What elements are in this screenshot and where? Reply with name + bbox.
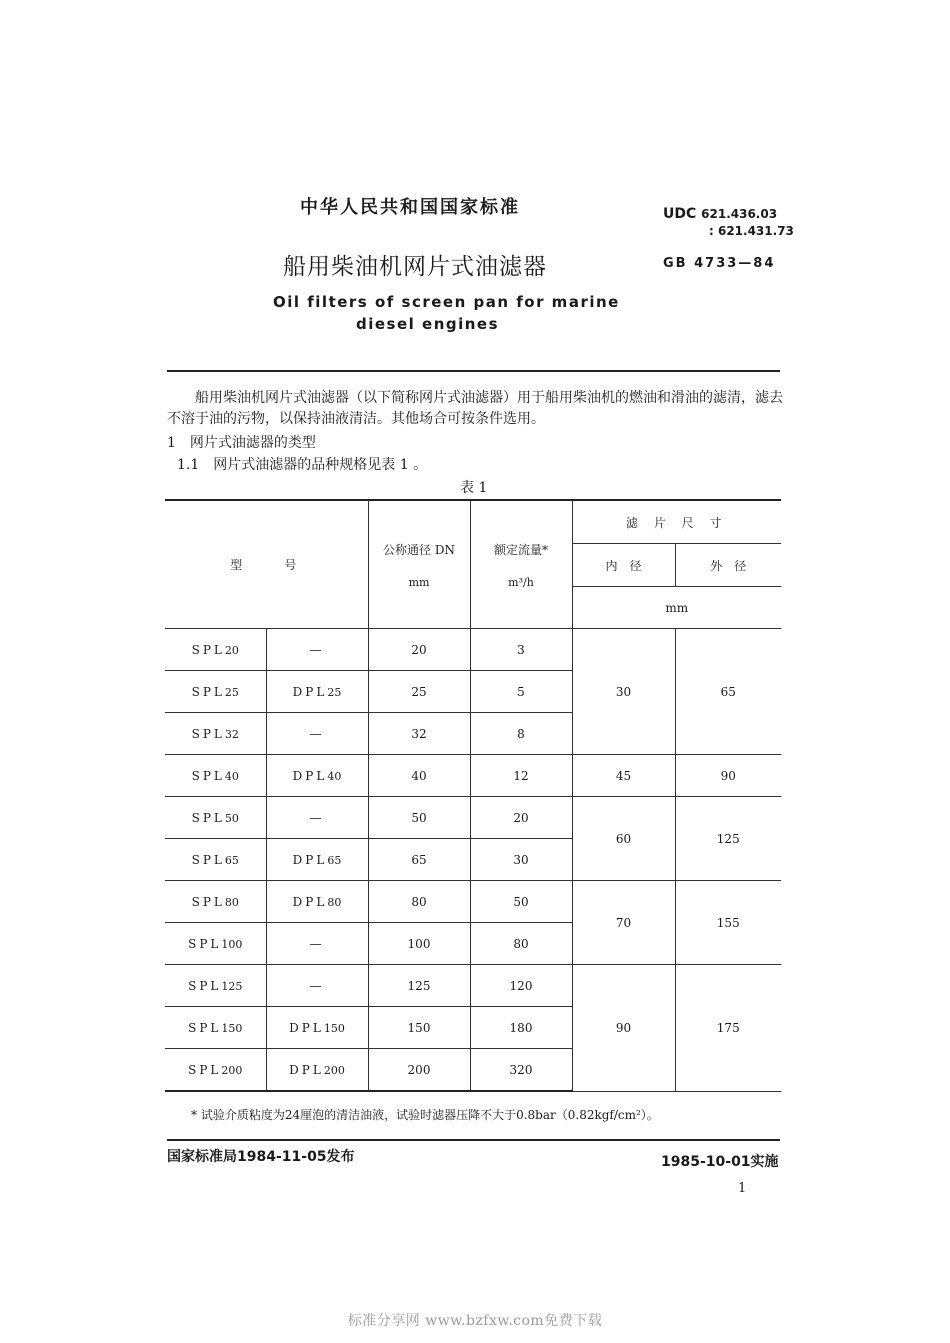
flow-cell: 180 — [470, 1007, 572, 1049]
inner-diameter-cell: 60 — [572, 797, 675, 881]
flow-cell: 50 — [470, 881, 572, 923]
outer-diameter-cell: 65 — [675, 629, 781, 755]
dpl-model-cell: DPL40 — [266, 755, 368, 797]
flow-cell: 120 — [470, 965, 572, 1007]
document-title-zh: 船用柴油机网片式油滤器 — [283, 254, 547, 280]
header-dn — [368, 500, 470, 629]
top-divider — [167, 370, 780, 372]
header-dn-label: 公称通径 DN — [383, 542, 455, 557]
header-screen-unit — [572, 587, 781, 629]
section-1-1-text: 1.1 网片式油滤器的品种规格见表 1 。 — [177, 457, 428, 473]
dn-cell: 32 — [368, 713, 470, 755]
dpl-model-cell: DPL150 — [266, 1007, 368, 1049]
document-title-en-line1: Oil filters of screen pan for marine — [273, 293, 620, 311]
flow-cell: 30 — [470, 839, 572, 881]
dpl-model-cell: DPL25 — [266, 671, 368, 713]
dpl-model-cell: — — [266, 713, 368, 755]
dn-cell: 125 — [368, 965, 470, 1007]
inner-diameter-cell: 45 — [572, 755, 675, 797]
intro-paragraph — [167, 388, 783, 430]
header-screen-label: 滤 片 尺 寸 — [626, 515, 728, 530]
dpl-model-cell: — — [266, 797, 368, 839]
spl-model-cell: SPL20 — [165, 629, 266, 671]
header-inner — [572, 544, 675, 587]
udc-code-2: : 621.431.73 — [709, 224, 794, 238]
spl-model-cell: SPL40 — [165, 755, 266, 797]
spl-model-cell: SPL150 — [165, 1007, 266, 1049]
dn-cell: 50 — [368, 797, 470, 839]
spl-model-cell: SPL200 — [165, 1049, 266, 1092]
header-outer-label: 外 径 — [710, 558, 747, 573]
spl-model-cell: SPL50 — [165, 797, 266, 839]
dpl-model-cell: — — [266, 965, 368, 1007]
implementation-date: 1985-10-01实施 — [661, 1154, 779, 1170]
dpl-model-cell: — — [266, 923, 368, 965]
dpl-model-cell: DPL80 — [266, 881, 368, 923]
table-row — [165, 755, 781, 797]
outer-diameter-cell: 90 — [675, 755, 781, 797]
dn-cell: 80 — [368, 881, 470, 923]
flow-cell: 3 — [470, 629, 572, 671]
spl-model-cell: SPL25 — [165, 671, 266, 713]
header-dn-unit: mm — [408, 575, 430, 589]
dn-cell: 150 — [368, 1007, 470, 1049]
dn-cell: 65 — [368, 839, 470, 881]
dn-cell: 100 — [368, 923, 470, 965]
udc-label — [663, 206, 777, 222]
flow-cell: 80 — [470, 923, 572, 965]
header-outer — [675, 544, 781, 587]
flow-cell: 12 — [470, 755, 572, 797]
outer-diameter-cell: 155 — [675, 881, 781, 965]
outer-diameter-cell: 125 — [675, 797, 781, 881]
udc-prefix: UDC — [663, 206, 697, 222]
udc-code-1: 621.436.03 — [701, 207, 778, 221]
inner-diameter-cell: 90 — [572, 965, 675, 1092]
header-model — [165, 500, 368, 629]
issue-date: 国家标准局1984-11-05发布 — [167, 1149, 355, 1165]
spl-model-cell: SPL65 — [165, 839, 266, 881]
flow-cell: 20 — [470, 797, 572, 839]
outer-diameter-cell: 175 — [675, 965, 781, 1092]
spec-table — [165, 499, 781, 1092]
header-screen — [572, 500, 781, 544]
gb-number: GB 4733—84 — [663, 256, 776, 271]
table-row — [165, 965, 781, 1007]
inner-diameter-cell: 70 — [572, 881, 675, 965]
header-flow — [470, 500, 572, 629]
header-screen-unit-label: mm — [665, 600, 689, 615]
header-flow-label: 额定流量* — [493, 542, 548, 557]
dn-cell: 20 — [368, 629, 470, 671]
document-title-en-line2: diesel engines — [356, 315, 500, 333]
spl-model-cell: SPL32 — [165, 713, 266, 755]
flow-cell: 8 — [470, 713, 572, 755]
header-model-label: 型 号 — [230, 558, 303, 572]
intro-text: 船用柴油机网片式油滤器（以下简称网片式油滤器）用于船用柴油机的燃油和滑油的滤清，滤去不溶于油的污物，以保持油液清洁。其他场合可按条件选用。 — [167, 390, 783, 427]
flow-cell: 5 — [470, 671, 572, 713]
dpl-model-cell: — — [266, 629, 368, 671]
table-row — [165, 629, 781, 671]
page-number: 1 — [738, 1181, 747, 1196]
dn-cell: 25 — [368, 671, 470, 713]
table-row — [165, 797, 781, 839]
section-1-heading: 1 网片式油滤器的类型 — [167, 435, 316, 451]
table-footnote: * 试验介质粘度为24厘泡的清洁油液，试验时滤器压降不大于0.8bar（0.82kgf/cm²）。 — [191, 1108, 659, 1122]
spl-model-cell: SPL125 — [165, 965, 266, 1007]
table-row — [165, 881, 781, 923]
dn-cell: 200 — [368, 1049, 470, 1092]
table-caption: 表 1 — [460, 480, 488, 496]
bottom-divider — [167, 1139, 780, 1141]
dpl-model-cell: DPL200 — [266, 1049, 368, 1092]
dn-cell: 40 — [368, 755, 470, 797]
header-inner-label: 内 径 — [605, 558, 642, 573]
flow-cell: 320 — [470, 1049, 572, 1092]
inner-diameter-cell: 30 — [572, 629, 675, 755]
download-watermark: 标准分享网 www.bzfxw.com免费下载 — [347, 1313, 603, 1329]
spl-model-cell: SPL100 — [165, 923, 266, 965]
standard-org-heading: 中华人民共和国国家标准 — [300, 197, 520, 218]
spl-model-cell: SPL80 — [165, 881, 266, 923]
header-flow-unit: m³/h — [508, 575, 534, 589]
dpl-model-cell: DPL65 — [266, 839, 368, 881]
